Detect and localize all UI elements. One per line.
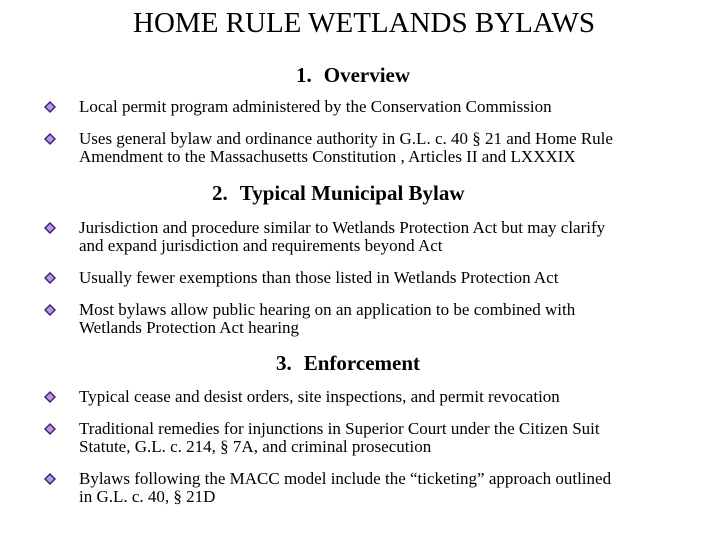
bullet-icon	[44, 133, 56, 145]
list-item-text: Bylaws following the MACC model include the “ticketing” approach outlined in G.L. c. 40, § 21D	[79, 469, 612, 506]
section-title: Overview	[323, 63, 411, 87]
section-heading-enforcement	[276, 350, 420, 376]
list-item-text: Jurisdiction and procedure similar to Wetlands Protection Act but may clarify and expand jurisdiction and requirements beyond Act	[79, 218, 606, 255]
bullet-icon	[44, 391, 56, 403]
page-title: HOME RULE WETLANDS BYLAWS	[133, 7, 595, 39]
bullet-icon	[44, 304, 56, 316]
section-number: 1.	[296, 63, 312, 87]
list-item-text: Uses general bylaw and ordinance authority in G.L. c. 40 § 21 and Home Rule Amendment to the Massachusetts Constitution , Articles II and LXXXIX	[79, 129, 613, 166]
section-heading-overview	[296, 62, 410, 88]
bullet-icon	[44, 423, 56, 435]
bullet-icon	[44, 222, 56, 234]
bullet-icon	[44, 101, 56, 113]
section-heading-typical-bylaw	[212, 180, 465, 206]
section-number: 3.	[276, 351, 292, 375]
bullet-icon	[44, 272, 56, 284]
list-item-text: Typical cease and desist orders, site inspections, and permit revocation	[79, 387, 560, 406]
section-number: 2.	[212, 181, 228, 205]
list-item-text: Local permit program administered by the Conservation Commission	[79, 97, 552, 116]
list-item-text: Usually fewer exemptions than those listed in Wetlands Protection Act	[79, 268, 559, 287]
section-title: Typical Municipal Bylaw	[239, 181, 465, 205]
list-item-text: Traditional remedies for injunctions in Superior Court under the Citizen Suit Statute, G.L. c. 214, § 7A, and criminal prosecution	[79, 419, 600, 456]
section-title: Enforcement	[303, 351, 420, 375]
list-item-text: Most bylaws allow public hearing on an application to be combined with Wetlands Protection Act hearing	[79, 300, 576, 337]
bullet-icon	[44, 473, 56, 485]
